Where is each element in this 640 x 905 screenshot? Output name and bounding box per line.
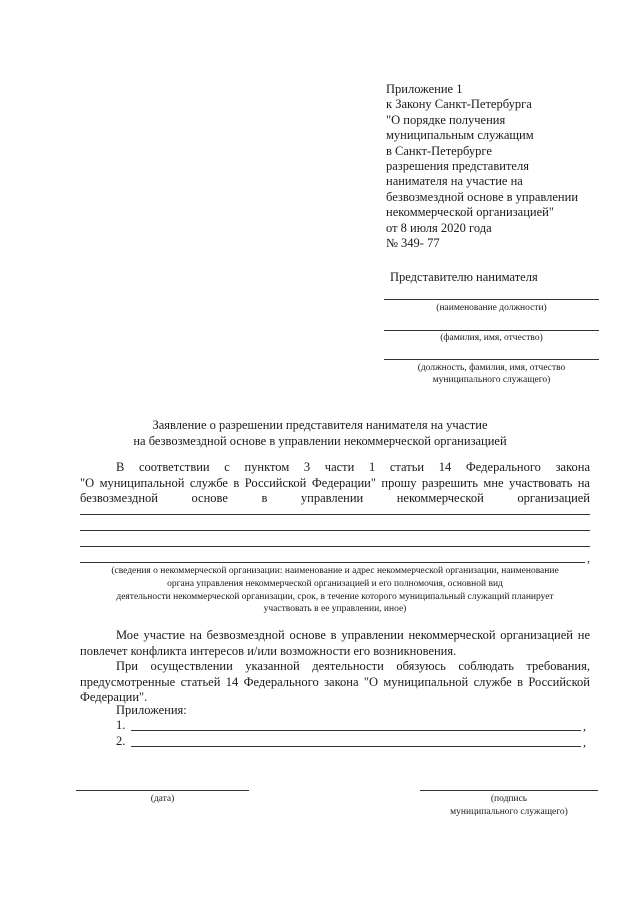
date-caption: (дата) [150,794,175,804]
org-caption-line: деятельности некоммерческой организации, срок, в течение которого муниципальный служащий планирует [116,591,554,602]
statement-title [100,418,540,449]
appendix-line: разрешения представителя [386,159,529,174]
appendix-line: в Санкт-Петербурге [386,143,492,158]
statement-title-line: Заявление о разрешении представителя нанимателя на участие [152,418,488,432]
applicant-fill-line[interactable] [384,359,599,360]
appendix-number: № 349- 77 [386,236,440,251]
position-fill-line[interactable] [384,299,599,300]
attachment-number-2: 2. [116,734,126,748]
signature-fill-line[interactable] [420,790,598,791]
signature-caption [420,793,598,819]
signature-caption-line: (подпись [490,794,528,804]
appendix-line: некоммерческой организацией" [386,205,554,220]
org-fill-line[interactable] [80,530,590,531]
appendix-line: Приложение 1 [386,82,463,96]
org-line-comma: , [587,551,590,565]
attachment-comma-1: , [583,719,586,733]
request-line-3: безвозмездной основе в управлении некоммерческой организацией [80,491,590,505]
attachment-comma-2: , [583,735,586,749]
org-caption-line: (сведения о некоммерческой организации: наименование и адрес некоммерческой организации, наименование [111,566,559,576]
date-fill-line[interactable] [76,790,249,791]
applicant-caption-2: муниципального служащего) [432,375,551,385]
org-caption-line: органа управления некоммерческой организацией и его полномочия, основной вид [167,578,503,589]
org-fill-line[interactable] [80,514,590,515]
appendix-line: "О порядке получения [386,112,506,127]
org-caption-line: участвовать в ее управлении, иное) [263,604,407,615]
attachment-number-1: 1. [116,718,126,732]
appendix-line: муниципальным служащим [386,128,534,143]
signature-caption-line: муниципального служащего) [450,806,568,817]
attachment-fill-line-2[interactable] [131,746,581,747]
statement-title-line: на безвозмездной основе в управлении некоммерческой организацией [133,433,507,448]
request-paragraph [80,460,590,507]
recipient-title: Представителю нанимателя [390,270,538,284]
request-line-2: "О муниципальной службе в Российской Федерации" прошу разрешить мне участвовать на [80,475,590,490]
applicant-caption-1: (должность, фамилия, имя, отчество [417,363,566,373]
appendix-line: от 8 июля 2020 года [386,220,492,235]
appendix-header [386,82,578,251]
attachments-label: Приложения: [116,703,187,717]
fullname-caption: (фамилия, имя, отчество) [440,333,543,343]
org-caption [70,565,600,616]
request-line-1: В соответствии с пунктом 3 части 1 статьи 14 Федерального закона [116,460,590,474]
org-fill-line[interactable] [80,546,590,547]
no-conflict-paragraph: Мое участие на безвозмездной основе в управлении некоммерческой организацией не повлечет конфликта интересов и/или возможности его возникновения. [80,628,590,658]
fullname-fill-line[interactable] [384,330,599,331]
obligation-paragraph: При осуществлении указанной деятельности обязуюсь соблюдать требования, предусмотренные статьей 14 Федерального закона "О муниципальной службе в Российской Федерации". [80,659,590,704]
appendix-line: безвозмездной основе в управлении [386,189,579,204]
org-fill-line[interactable] [80,562,585,563]
appendix-line: нанимателя на участие на [386,174,523,189]
attachment-fill-line-1[interactable] [131,730,581,731]
position-caption: (наименование должности) [436,303,547,313]
appendix-line: к Закону Санкт-Петербурга [386,97,532,112]
